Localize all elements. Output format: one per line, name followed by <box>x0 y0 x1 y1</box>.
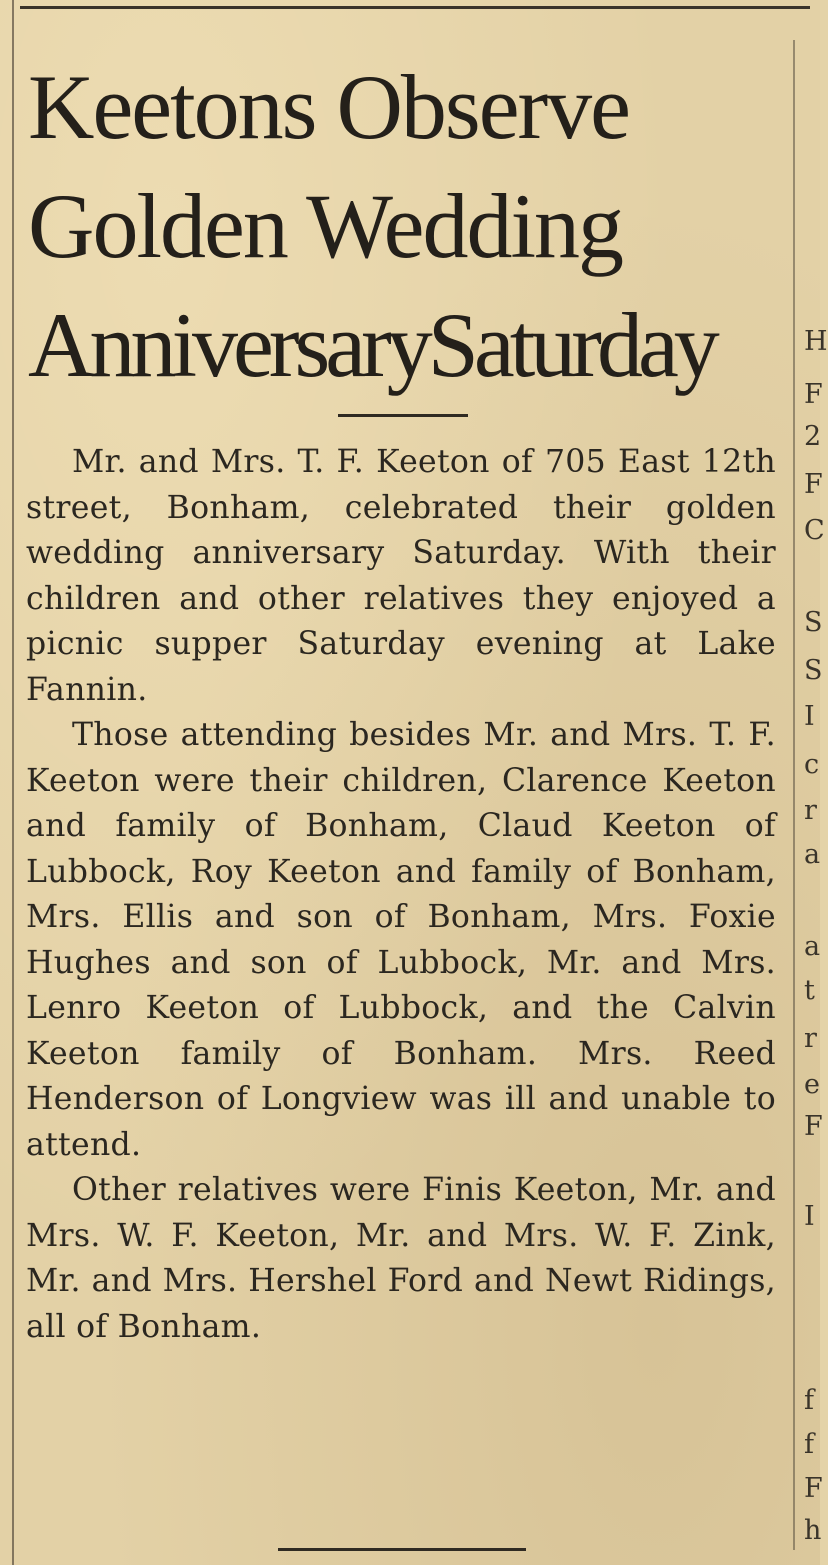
adjacent-column-fragment: f <box>804 1385 814 1416</box>
column-divider-rule <box>793 40 795 1550</box>
adjacent-column-fragment: e <box>804 1069 820 1100</box>
article-paragraph-2: Those attending besides Mr. and Mrs. T. F. Keeton were their children, Clarence Keeton and family of Bonham, Claud Keeton of Lubbock, Roy Keeton and family of Bonham, Mrs. Ellis and son of Bonham, Mrs. Foxie Hughes and son of Lubbock, Mr. and Mrs. Lenro Keeton of Lubbock, and the Calvin Keeton family of Bonham. Mrs. Reed Henderson of Longview was ill and unable to attend. <box>26 717 776 1163</box>
adjacent-column-fragment: f <box>804 1429 814 1460</box>
adjacent-column-fragment: I <box>804 1201 815 1232</box>
left-column-rule <box>12 0 14 1565</box>
top-column-rule <box>20 0 810 9</box>
headline-divider <box>338 414 468 417</box>
adjacent-column-fragment: r <box>804 1023 817 1054</box>
adjacent-column-fragment: h <box>804 1515 822 1546</box>
adjacent-column-fragment: c <box>804 749 820 780</box>
adjacent-column-fragment: F <box>804 1111 823 1142</box>
article-body <box>26 440 776 1350</box>
article-paragraph-1: Mr. and Mrs. T. F. Keeton of 705 East 12th street, Bonham, celebrated their golden wedding anniversary Saturday. With their children and other relatives they enjoyed a picnic supper Saturday evening at Lake Fannin. <box>26 444 776 708</box>
adjacent-column-fragment: F <box>804 1473 823 1504</box>
adjacent-column-fragment: S <box>804 607 823 638</box>
headline-line-1: Keetons Observe <box>28 56 630 158</box>
adjacent-column-fragment: a <box>804 839 821 870</box>
headline-line-2: Golden Wedding <box>28 175 623 277</box>
adjacent-column-fragment: I <box>804 701 815 732</box>
adjacent-column-fragment: F <box>804 469 823 500</box>
article-headline <box>28 48 788 405</box>
adjacent-column-fragment: r <box>804 795 817 826</box>
adjacent-column-fragment: F <box>804 379 823 410</box>
article-paragraph-3: Other relatives were Finis Keeton, Mr. and Mrs. W. F. Keeton, Mr. and Mrs. W. F. Zink, Mr. and Mrs. Hershel Ford and Newt Ridings, all of Bonham. <box>26 1172 776 1345</box>
headline-line-3: AnniversarySaturday <box>28 294 715 396</box>
article-end-divider <box>278 1548 526 1551</box>
adjacent-column-fragment: a <box>804 931 821 962</box>
adjacent-column-fragment: t <box>804 975 815 1006</box>
adjacent-column-fragment: C <box>804 515 825 546</box>
adjacent-column-fragment: H <box>804 326 828 357</box>
adjacent-column-fragment: 2 <box>804 421 822 452</box>
adjacent-column-fragment: S <box>804 655 823 686</box>
